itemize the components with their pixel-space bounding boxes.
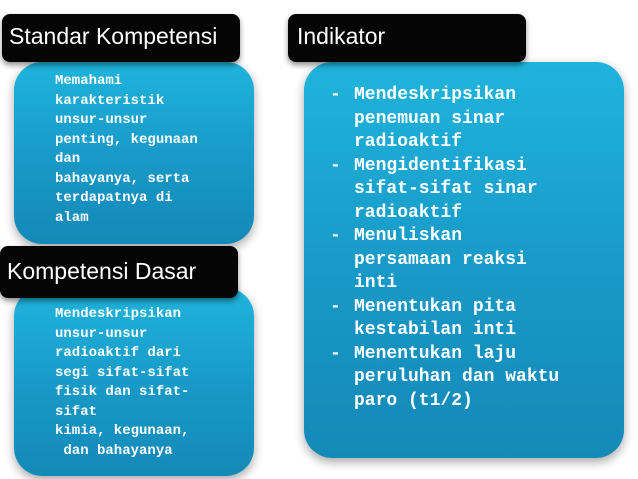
kompetensi-dasar-title: Kompetensi Dasar — [0, 246, 238, 298]
indikator-item-text: Menentukan laju peruluhan dan waktu paro (t1/2) — [354, 343, 560, 411]
indikator-item — [330, 225, 559, 296]
indikator-dash: - — [330, 296, 341, 317]
indikator-item — [330, 84, 559, 155]
indikator-item-text: Menentukan pita kestabilan inti — [354, 296, 517, 340]
indikator-item-text: Mengidentifikasi sifat-sifat sinar radioaktif — [354, 155, 538, 223]
indikator-item — [330, 296, 559, 343]
indikator-item — [330, 343, 559, 414]
indikator-dash: - — [330, 85, 341, 105]
indikator-title: Indikator — [288, 14, 526, 62]
indikator-dash: - — [330, 226, 341, 246]
indikator-list — [330, 84, 559, 413]
kompetensi-dasar-text: Mendeskripsikan unsur-unsur radioaktif dari segi sifat-sifat fisik dan sifat- sifat kimia, kegunaan, dan bahayanya — [55, 306, 190, 459]
indikator-item-text: Mendeskripsikan penemuan sinar radioaktif — [354, 85, 517, 152]
indikator-item-text: Menuliskan persamaan reaksi inti — [354, 226, 527, 293]
indikator-item — [330, 155, 559, 226]
standar-kompetensi-title: Standar Kompetensi — [2, 14, 240, 62]
indikator-dash: - — [330, 155, 341, 176]
standar-kompetensi-text: Memahami karakteristik unsur-unsur penting, kegunaan dan bahayanya, serta terdapatnya di alam — [55, 73, 198, 226]
indikator-dash: - — [330, 343, 341, 364]
